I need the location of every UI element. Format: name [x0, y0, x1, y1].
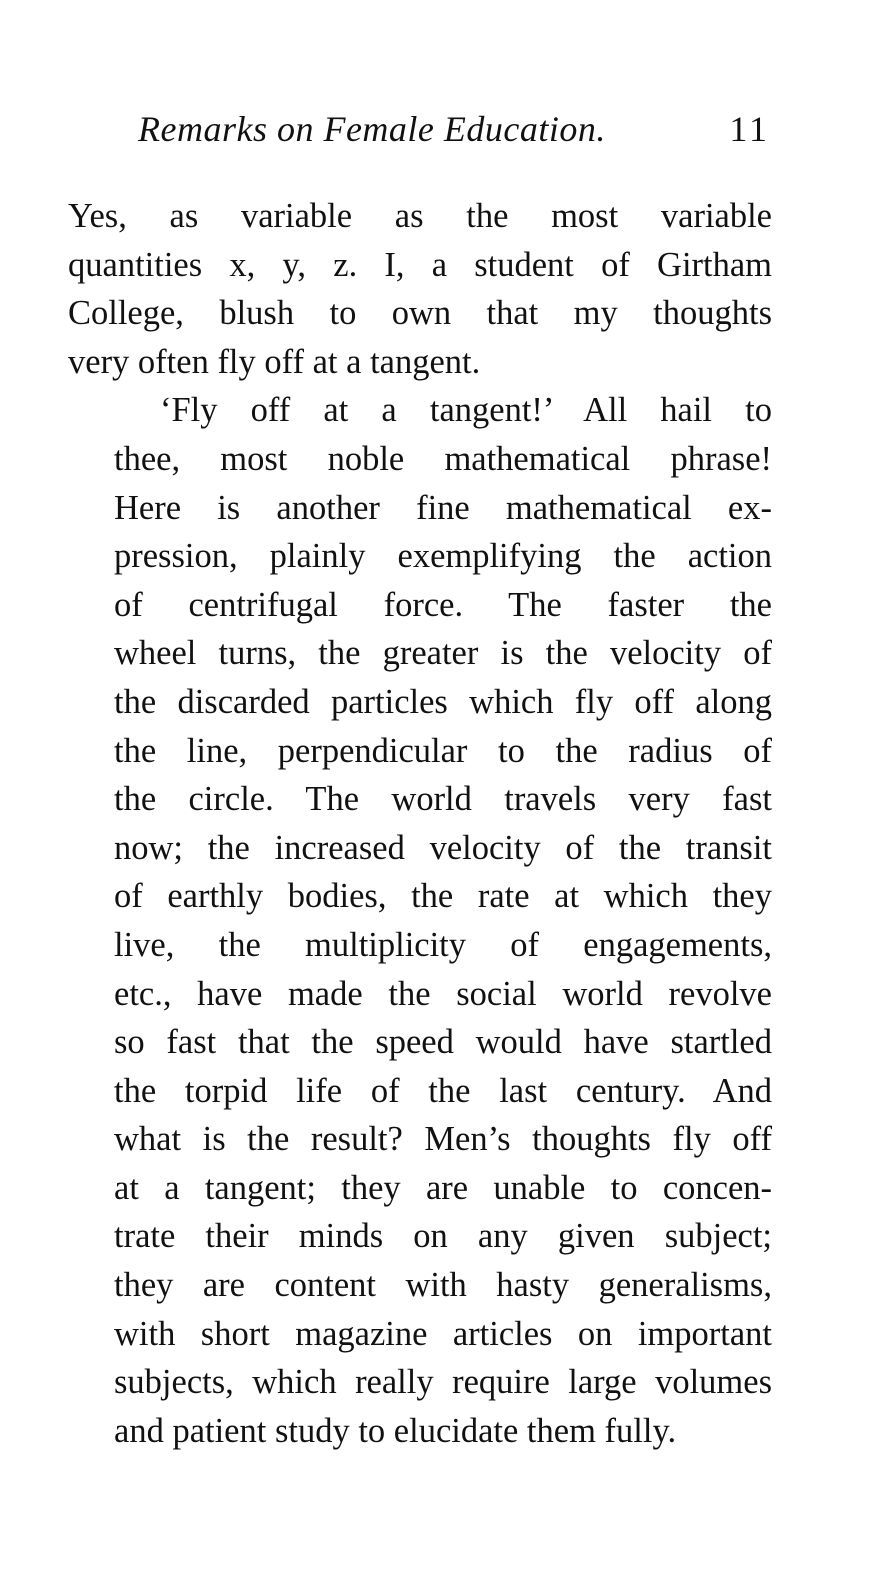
text-line: ‘Fly off at a tangent!’ All hail to	[160, 391, 772, 430]
text-line: Yes, as variable as the most variable	[68, 197, 772, 235]
text-line: so fast that the speed would have startled	[114, 1023, 772, 1062]
paragraph-2	[68, 386, 772, 1455]
text-line: now; the increased velocity of the transit	[114, 828, 772, 867]
text-line: the line, perpendicular to the radius of	[114, 731, 772, 770]
text-line: very often fly off at a tangent.	[68, 342, 481, 381]
text-line: pression, plainly exemplifying the action	[114, 537, 772, 576]
paragraph-1	[68, 192, 772, 386]
text-line: live, the multiplicity of engagements,	[114, 925, 772, 964]
text-line: quantities x, y, z. I, a student of Girtham	[68, 245, 772, 284]
text-line: at a tangent; they are unable to concen-	[114, 1168, 772, 1207]
text-line: College, blush to own that my thoughts	[68, 294, 772, 333]
text-line: Here is another fine mathematical ex-	[114, 488, 772, 527]
text-line: the circle. The world travels very fast	[114, 780, 772, 819]
text-line: they are content with hasty generalisms,	[114, 1266, 772, 1305]
text-line: and patient study to elucidate them fully.	[114, 1411, 677, 1450]
running-title: Remarks on Female Education.	[138, 109, 606, 149]
text-line: with short magazine articles on important	[114, 1314, 772, 1353]
body-text	[68, 192, 772, 1455]
running-head	[138, 104, 770, 154]
text-line: the discarded particles which fly off along	[114, 682, 772, 721]
text-line: wheel turns, the greater is the velocity of	[114, 634, 772, 673]
text-line: of earthly bodies, the rate at which they	[114, 877, 772, 916]
text-line: etc., have made the social world revolve	[114, 974, 772, 1013]
text-line: what is the result? Men’s thoughts fly off	[114, 1120, 772, 1159]
text-line: thee, most noble mathematical phrase!	[114, 439, 772, 478]
text-line: the torpid life of the last century. And	[114, 1071, 772, 1110]
text-line: subjects, which really require large volumes	[114, 1363, 772, 1402]
text-line: trate their minds on any given subject;	[114, 1217, 772, 1256]
page-number: 11	[729, 109, 770, 149]
text-line: of centrifugal force. The faster the	[114, 585, 772, 624]
